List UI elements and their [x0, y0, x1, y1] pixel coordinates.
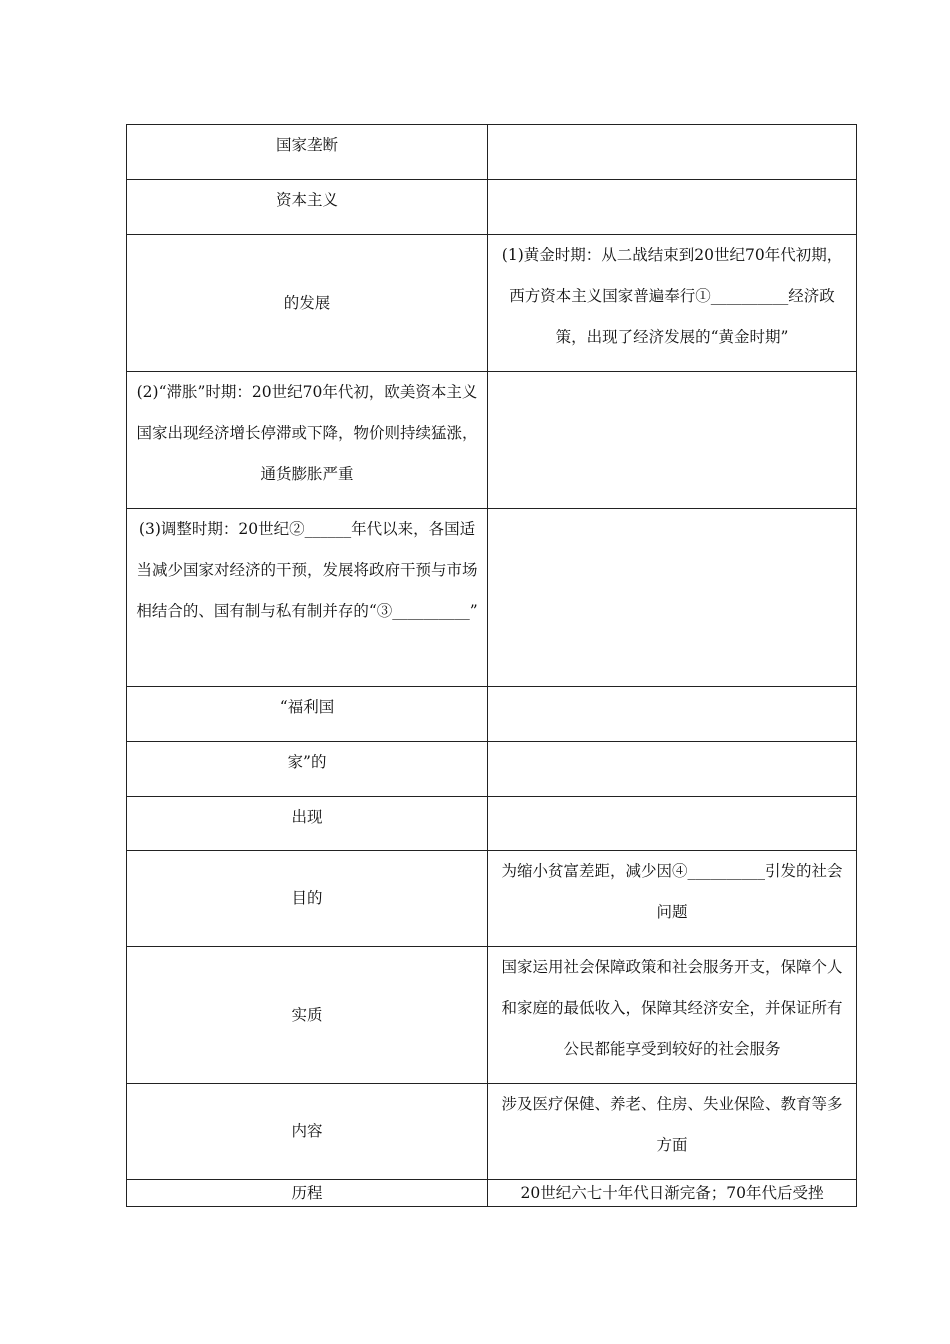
table-row — [127, 372, 857, 509]
table-row — [127, 180, 857, 235]
table-cell-label: 的发展 — [127, 235, 488, 372]
table-cell-content — [488, 372, 857, 509]
table-cell-label: 家”的 — [127, 742, 488, 797]
table-cell-content: 为缩小贫富差距，减少因④__________引发的社会问题 — [488, 851, 857, 947]
table-cell-content: (1)黄金时期：从二战结束到20世纪70年代初期，西方资本主义国家普遍奉行①__________经济政策，出现了经济发展的“黄金时期” — [488, 235, 857, 372]
table-cell-label: 资本主义 — [127, 180, 488, 235]
table-cell-content: 国家运用社会保障政策和社会服务开支，保障个人和家庭的最低收入，保障其经济安全，并保证所有公民都能享受到较好的社会服务 — [488, 947, 857, 1084]
table-row — [127, 797, 857, 851]
table-row — [127, 235, 857, 372]
table-cell-label: 目的 — [127, 851, 488, 947]
table-cell-content: 涉及医疗保健、养老、住房、失业保险、教育等多方面 — [488, 1084, 857, 1180]
table-cell-content — [488, 687, 857, 742]
table-cell-label: (2)“滞胀”时期：20世纪70年代初，欧美资本主义国家出现经济增长停滞或下降，物价则持续猛涨，通货膨胀严重 — [127, 372, 488, 509]
table-row — [127, 125, 857, 180]
content-table — [126, 124, 857, 1207]
table-row — [127, 1084, 857, 1180]
table-row — [127, 851, 857, 947]
table-cell-label: “福利国 — [127, 687, 488, 742]
table-cell-content — [488, 180, 857, 235]
table-cell-content — [488, 742, 857, 797]
table-row — [127, 1180, 857, 1207]
table-row — [127, 509, 857, 687]
table-cell-label: 实质 — [127, 947, 488, 1084]
table-row — [127, 687, 857, 742]
table-row — [127, 947, 857, 1084]
table-cell-label: 出现 — [127, 797, 488, 851]
table-cell-content — [488, 509, 857, 687]
table-row — [127, 742, 857, 797]
table-cell-content — [488, 797, 857, 851]
table-cell-content: 20世纪六七十年代日渐完备；70年代后受挫 — [488, 1180, 857, 1207]
table-cell-label: (3)调整时期：20世纪②______年代以来，各国适当减少国家对经济的干预，发展将政府干预与市场相结合的、国有制与私有制并存的“③__________” — [127, 509, 488, 687]
table-cell-label: 历程 — [127, 1180, 488, 1207]
table-cell-label: 内容 — [127, 1084, 488, 1180]
table-cell-content — [488, 125, 857, 180]
table-cell-label: 国家垄断 — [127, 125, 488, 180]
